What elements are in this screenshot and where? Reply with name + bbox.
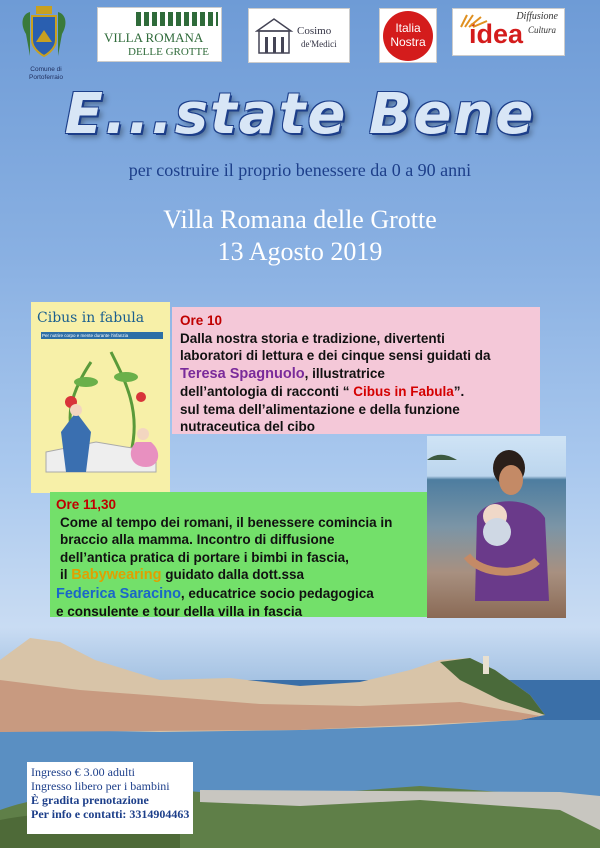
session-2-host-name: Federica Saracino <box>56 585 181 602</box>
info-contacts: Per info e contatti: 3314904463 <box>31 807 190 821</box>
session-2-line: dell’antica pratica di portare i bimbi in fascia, <box>60 549 349 565</box>
session-2-time: Ore 11,30 <box>56 497 117 512</box>
session-1-line <box>180 383 540 401</box>
session-1-line: laboratori di lettura e dei cinque sensi guidati da <box>180 348 491 363</box>
session-2-line: e consulente e tour della villa in fascia <box>56 604 303 619</box>
session-2-line: braccio alla mamma. Incontro di diffusione <box>60 532 335 547</box>
italia-nostra-logo <box>379 8 437 63</box>
event-date: 13 Agosto 2019 <box>217 237 383 266</box>
book-cover-title: Cibus in fabula <box>37 310 145 326</box>
cosimo-medici-logo <box>248 8 350 63</box>
villa-mosaic-decoration <box>136 12 218 26</box>
crest-icon <box>18 4 70 64</box>
comune-caption-line1: Comune di <box>30 66 62 73</box>
session-2-text-fragment: guidato dalla dott.ssa <box>161 567 305 582</box>
info-booking: È gradita prenotazione <box>31 793 149 807</box>
villa-logo-line2: DELLE GROTTE <box>128 46 209 58</box>
session-2-line <box>56 585 426 604</box>
session-1-host-role: , illustratrice <box>304 365 385 381</box>
session-1-time: Ore 10 <box>180 313 223 328</box>
session-2-text <box>56 496 426 621</box>
italia-nostra-line2: Nostra <box>390 35 426 49</box>
photo-figure <box>427 436 566 618</box>
session-2-text-fragment: il <box>60 567 72 582</box>
session-1-text-fragment: dell’antologia di racconti “ <box>180 384 354 399</box>
book-illustration <box>31 302 170 493</box>
info-adult-price: Ingresso € 3.00 adulti <box>31 765 135 779</box>
session-1-line: nutraceutica del cibo <box>180 419 316 434</box>
comune-caption-line2: Portoferraio <box>29 74 63 81</box>
session-2-topic: Babywearing <box>71 567 162 583</box>
idea-logo <box>452 8 565 56</box>
comune-caption <box>22 66 70 82</box>
book-cover-subtitle: Per nutrire corpo e mente durante l'infanzia <box>41 332 163 339</box>
event-venue: Villa Romana delle Grotte <box>163 205 437 234</box>
session-2-line <box>56 566 426 585</box>
event-title: E...state Bene <box>64 82 536 147</box>
comune-crest <box>18 4 70 64</box>
villa-logo-line1: VILLA ROMANA <box>104 30 204 45</box>
session-1-book-title: Cibus in Fabula <box>353 384 454 399</box>
session-1-line: Dalla nostra storia e tradizione, divertenti <box>180 330 445 346</box>
book-cover <box>31 302 170 493</box>
mother-baby-photo <box>427 436 566 618</box>
session-1-text-fragment: ”. <box>453 384 465 399</box>
session-1-host-name: Teresa Spagnuolo <box>180 365 305 382</box>
sunburst-icon <box>459 13 489 29</box>
villa-romana-logo <box>97 7 222 62</box>
session-1-line <box>180 365 540 384</box>
info-box <box>27 762 193 834</box>
italia-nostra-line1: Italia <box>395 21 421 35</box>
idea-logo-main: idea <box>469 19 524 49</box>
session-2-line: Come al tempo dei romani, il benessere comincia in <box>60 514 393 530</box>
cosimo-logo-line2: de'Medici <box>301 39 337 49</box>
idea-logo-sub: Cultura <box>527 25 556 35</box>
session-1-line: sul tema dell’alimentazione e della funzione <box>180 401 460 417</box>
info-children-free: Ingresso libero per i bambini <box>31 779 170 793</box>
session-1-text <box>180 312 540 436</box>
session-2-host-role: , educatrice socio pedagogica <box>180 585 374 601</box>
event-subtitle: per costruire il proprio benessere da 0 a 90 anni <box>128 160 472 180</box>
building-icon <box>255 15 295 60</box>
idea-logo-top: Diffusione <box>516 11 558 22</box>
cosimo-logo-line1: Cosimo <box>297 25 332 37</box>
